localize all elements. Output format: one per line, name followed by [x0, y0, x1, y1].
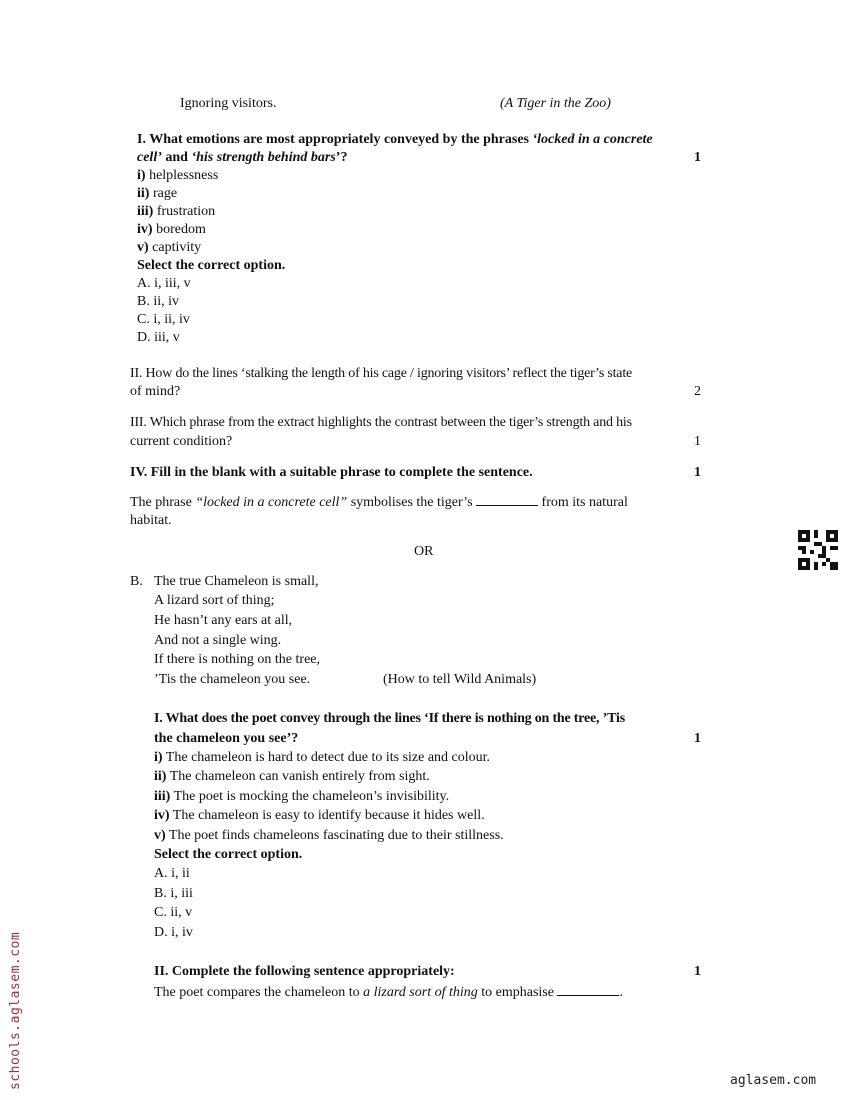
select-instruction: Select the correct option. — [154, 847, 303, 862]
or-divider: OR — [414, 544, 434, 559]
list-item — [137, 203, 215, 221]
item-text: helplessness — [145, 168, 219, 183]
item-num: iii) — [154, 789, 171, 804]
question-a4: IV. Fill in the blank with a suitable phrase to complete the sentence. — [130, 465, 533, 480]
item-num: v) — [137, 240, 149, 255]
list-item — [154, 788, 449, 806]
passage-a-last-line: Ignoring visitors. — [180, 96, 277, 111]
question-a1 — [137, 131, 653, 149]
item-text: captivity — [148, 240, 202, 255]
question-a4-sentence — [130, 493, 628, 512]
poem-line: A lizard sort of thing; — [154, 593, 275, 608]
marks: 1 — [694, 731, 701, 746]
corner-watermark: aglasem.com — [730, 1073, 817, 1088]
marks: 1 — [694, 150, 701, 165]
question-b2: II. Complete the following sentence appropriately: — [154, 964, 455, 979]
option: C. i, ii, iv — [137, 312, 190, 327]
item-num: iv) — [154, 808, 170, 823]
text: from its natural — [538, 495, 628, 510]
option: D. i, iv — [154, 925, 193, 940]
poem-line: He hasn’t any ears at all, — [154, 613, 293, 628]
list-item — [137, 185, 177, 203]
blank-line — [557, 983, 619, 996]
side-watermark: schools.aglasem.com — [8, 931, 23, 1090]
question-a1-line2 — [137, 149, 707, 167]
question-b1: I. What does the poet convey through the lines ‘If there is nothing on the tree, ’Tis — [154, 711, 625, 726]
q-phrase: ‘locked in a concrete — [532, 132, 653, 147]
item-text: The poet finds chameleons fascinating due to their stillness. — [165, 828, 504, 843]
poem-line: If there is nothing on the tree, — [154, 652, 321, 667]
option: C. ii, v — [154, 905, 193, 920]
list-item — [154, 807, 485, 825]
marks: 2 — [694, 384, 701, 399]
list-item — [154, 768, 430, 786]
item-num: iii) — [137, 204, 154, 219]
marks: 1 — [694, 434, 701, 449]
marks: 1 — [694, 465, 701, 480]
q-phrase: cell’ — [137, 150, 162, 165]
blank-line — [476, 493, 538, 506]
option: B. ii, iv — [137, 294, 180, 309]
option: D. iii, v — [137, 330, 180, 345]
option: A. i, iii, v — [137, 276, 191, 291]
question-a3-line2: current condition? — [130, 434, 233, 449]
phrase: a lizard sort of thing — [363, 985, 478, 1000]
list-item — [137, 239, 201, 257]
item-num: i) — [154, 750, 163, 765]
item-text: frustration — [153, 204, 216, 219]
item-text: rage — [149, 186, 178, 201]
item-num: ii) — [137, 186, 150, 201]
list-item — [137, 167, 218, 185]
item-num: iv) — [137, 222, 153, 237]
q-text: I. What emotions are most appropriately conveyed by the phrases — [137, 132, 533, 147]
select-instruction: Select the correct option. — [137, 258, 286, 273]
question-a3: III. Which phrase from the extract highlights the contrast between the tiger’s strength and his — [130, 415, 632, 430]
item-text: The chameleon is hard to detect due to its size and colour. — [162, 750, 491, 765]
passage-b-label: B. — [130, 574, 143, 589]
poem-line: ’Tis the chameleon you see. — [154, 672, 311, 687]
qr-code — [798, 530, 838, 570]
text: The phrase — [130, 495, 196, 510]
question-a2: II. How do the lines ‘stalking the length of his cage / ignoring visitors’ reflect the tiger’s state — [130, 366, 633, 381]
item-text: The poet is mocking the chameleon’s invisibility. — [170, 789, 450, 804]
list-item — [137, 221, 206, 239]
text: symbolises the tiger’s — [347, 495, 477, 510]
text: to emphasise — [477, 985, 558, 1000]
question-a2-line2: of mind? — [130, 384, 181, 399]
item-num: ii) — [154, 769, 167, 784]
poem-line: And not a single wing. — [154, 633, 282, 648]
item-text: The chameleon can vanish entirely from sight. — [166, 769, 430, 784]
passage-b-source: (How to tell Wild Animals) — [383, 672, 537, 687]
q-text: and — [161, 150, 192, 165]
item-text: boredom — [152, 222, 206, 237]
item-num: v) — [154, 828, 166, 843]
option: B. i, iii — [154, 886, 193, 901]
q-text: ’? — [335, 150, 348, 165]
option: A. i, ii — [154, 866, 190, 881]
item-text: The chameleon is easy to identify because it hides well. — [169, 808, 485, 823]
phrase: “locked in a concrete cell” — [195, 495, 348, 510]
list-item — [154, 827, 504, 845]
text: . — [619, 985, 623, 1000]
passage-a-source: (A Tiger in the Zoo) — [500, 96, 611, 111]
item-num: i) — [137, 168, 146, 183]
question-b1-line2: the chameleon you see’? — [154, 731, 299, 746]
text: The poet compares the chameleon to — [154, 985, 364, 1000]
q-phrase: ‘his strength behind bars — [191, 150, 336, 165]
question-a4-sentence-end: habitat. — [130, 513, 172, 528]
question-b2-sentence — [154, 983, 623, 1002]
poem-line: The true Chameleon is small, — [154, 574, 319, 589]
marks: 1 — [694, 964, 701, 979]
list-item — [154, 749, 490, 767]
